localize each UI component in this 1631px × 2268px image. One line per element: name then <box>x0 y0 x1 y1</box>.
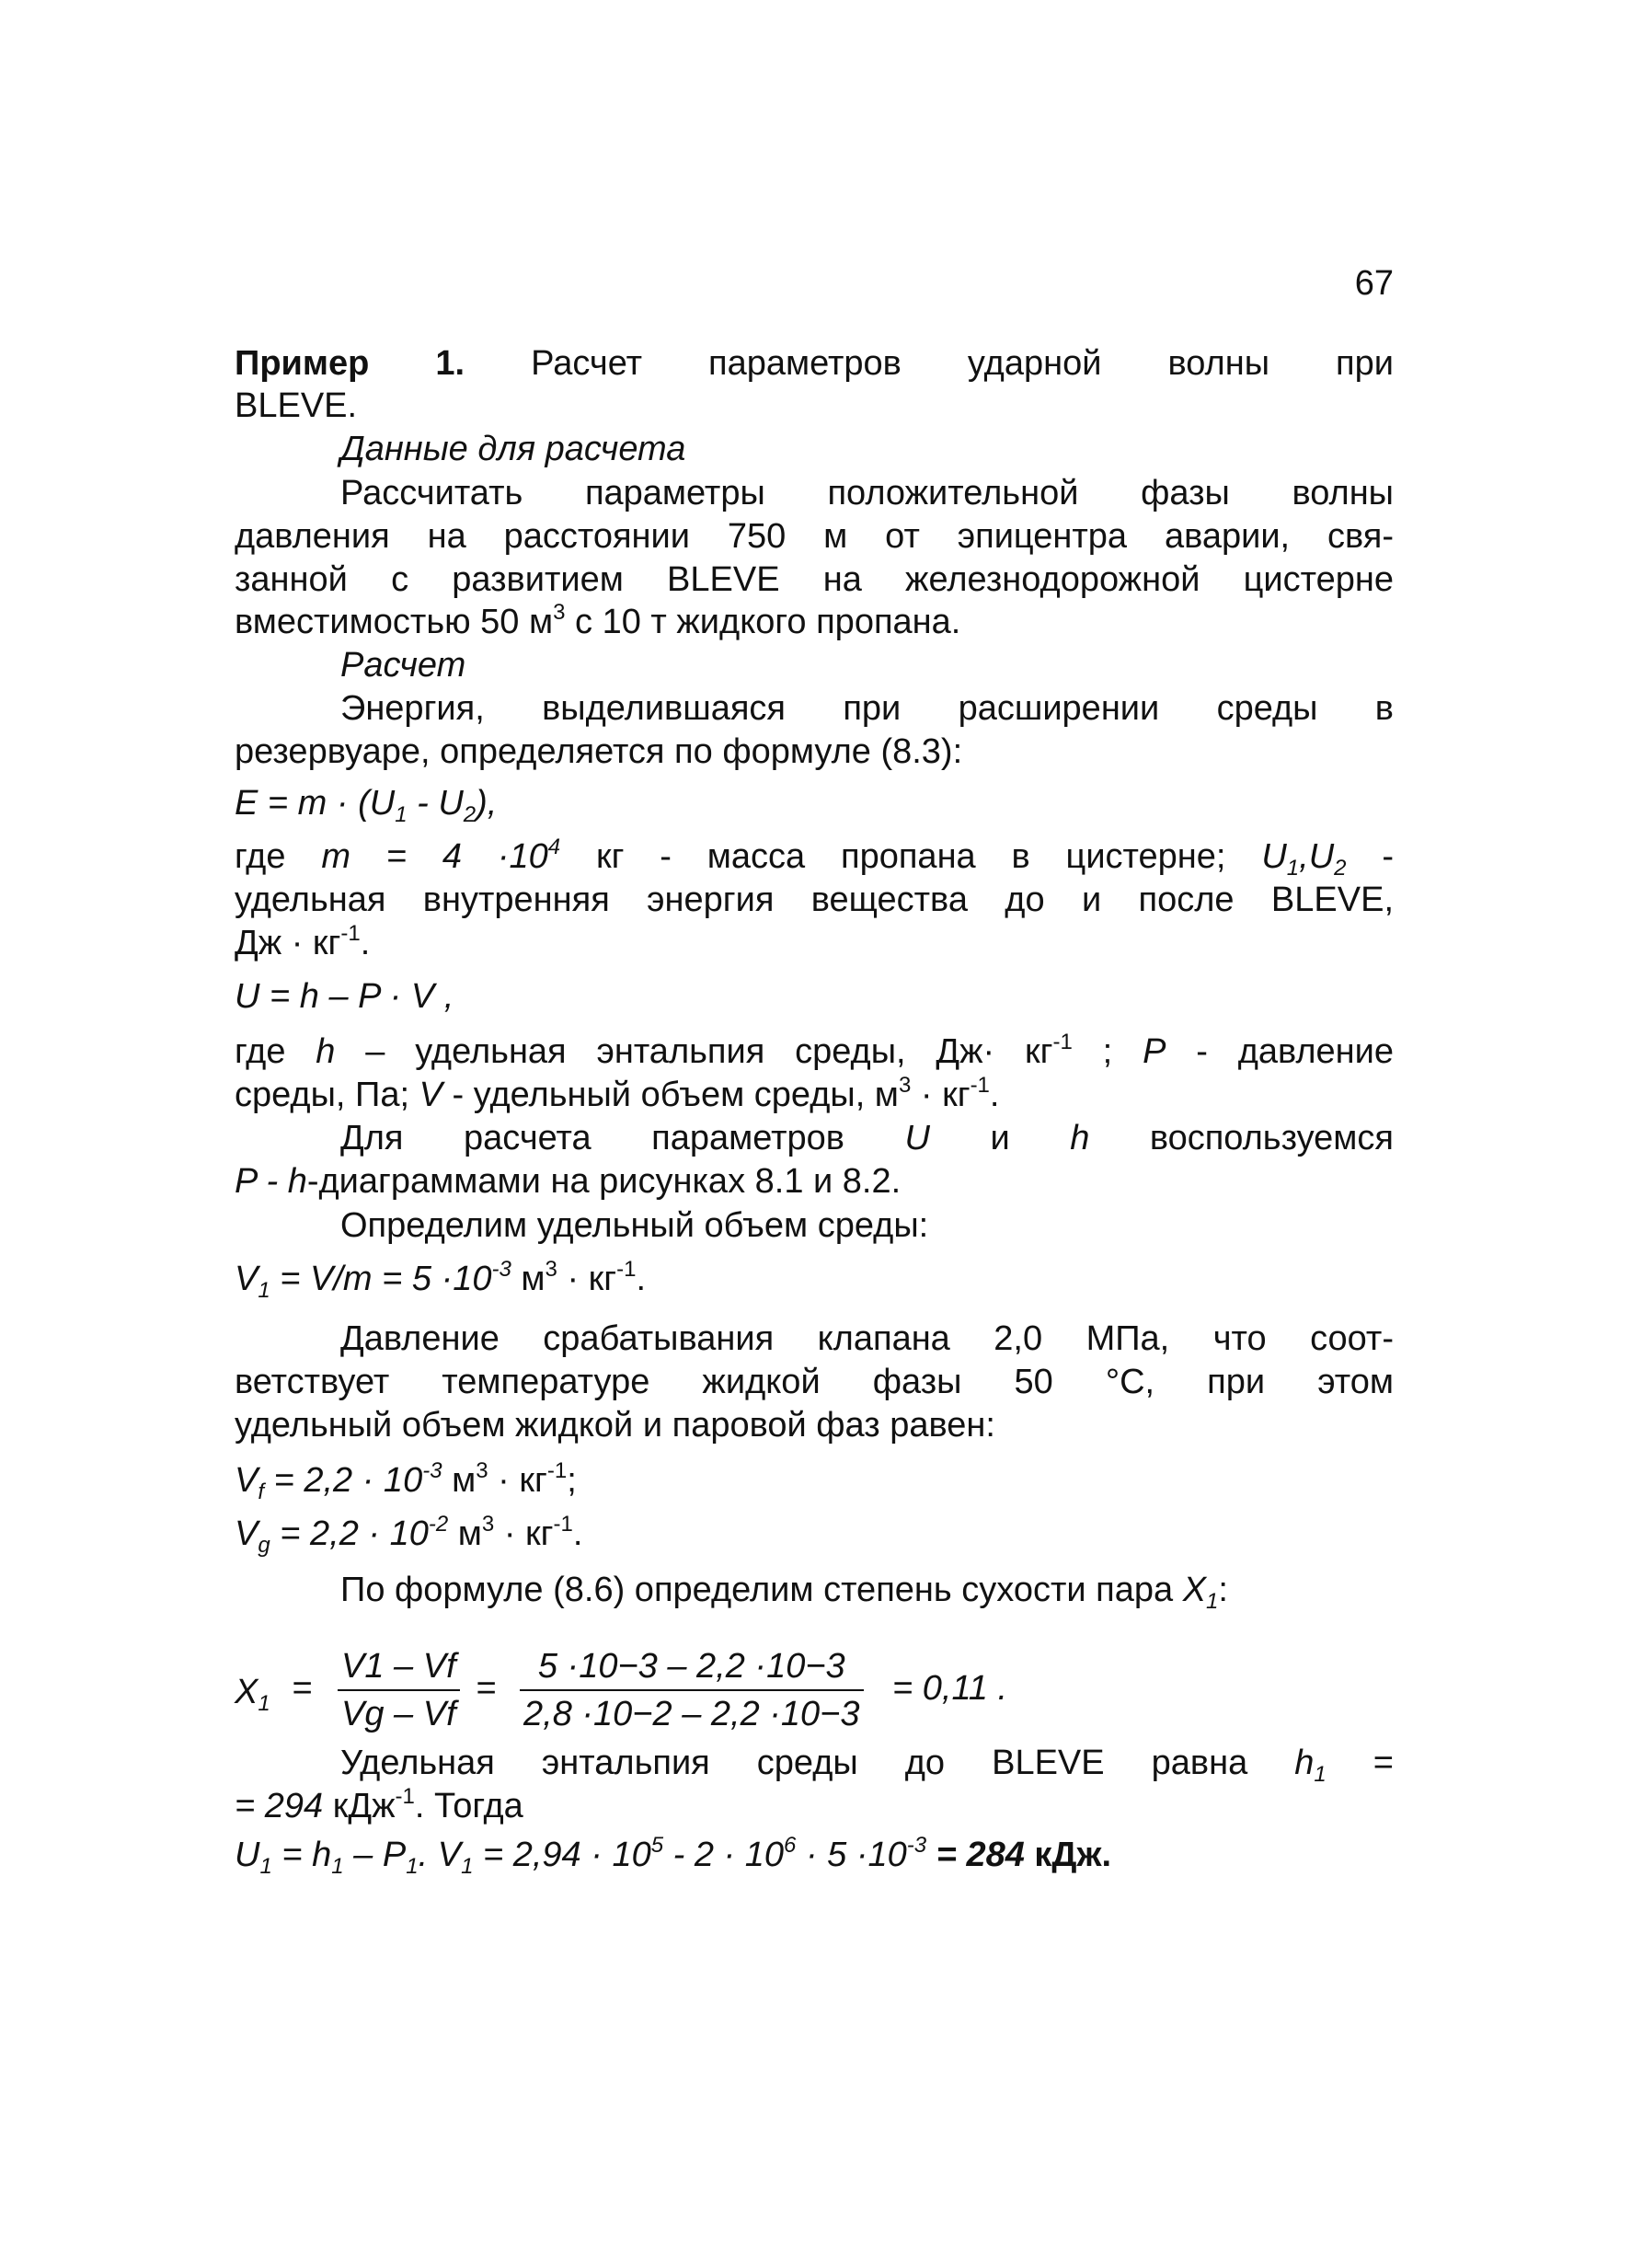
text: Для расчета параметров <box>340 1119 905 1157</box>
sup: 3 <box>898 1073 912 1098</box>
enthalpy-line-2 <box>235 1785 1394 1828</box>
data-heading: Данные для расчета <box>340 430 686 468</box>
formula-Vf <box>235 1459 1394 1502</box>
text: ; <box>1072 1032 1143 1071</box>
example-title-line2: BLEVE. <box>235 386 358 425</box>
unit: . <box>636 1260 647 1298</box>
text: · кг <box>911 1076 971 1114</box>
sub: 2 <box>463 802 477 827</box>
sub: 2 <box>1334 856 1347 881</box>
x1-result: = 0,11 . <box>892 1669 1008 1708</box>
formula-part: V <box>419 1076 442 1114</box>
formula-U: U = h – P · V , <box>235 977 454 1016</box>
where-m-line-3 <box>235 922 1394 965</box>
sup: 3 <box>481 1512 495 1537</box>
formula-part: = V/m = 5 ·10 <box>270 1260 492 1298</box>
formula-result: = 284 <box>926 1836 1025 1874</box>
text: где <box>235 837 322 876</box>
text: – удельная энтальпия среды, Дж· кг <box>335 1032 1053 1071</box>
text: : <box>1218 1571 1228 1609</box>
sub: 1 <box>395 802 408 827</box>
energy-intro-2: резервуаре, определяется по формуле (8.3): <box>235 732 963 771</box>
sup: -3 <box>491 1257 511 1282</box>
formula-part: – P <box>343 1836 407 1874</box>
text: -диаграммами на рисунках 8.1 и 8.2. <box>306 1162 902 1201</box>
pressure-line-3: удельный объем жидкой и паровой фаз равен: <box>235 1406 995 1445</box>
formula-part: - 2 · 10 <box>663 1836 785 1874</box>
sup: -3 <box>422 1458 442 1483</box>
example-title-text: Расчет параметров ударной волны при <box>465 344 1394 383</box>
formula-E <box>235 782 1394 825</box>
formula-part: U <box>235 1836 260 1874</box>
formula-part: X <box>235 1673 258 1711</box>
sup: -1 <box>395 1784 415 1809</box>
text: кДж <box>323 1787 396 1825</box>
unit: . <box>572 1514 583 1553</box>
formula-part: = 2,2 · 10 <box>264 1461 423 1500</box>
formula-part: U <box>904 1119 930 1157</box>
fraction-1-denominator: Vg – Vf <box>341 1695 456 1733</box>
x1-eq2: = <box>476 1669 497 1708</box>
text: среды, Па; <box>235 1076 419 1114</box>
where-h-line-1 <box>235 1030 1394 1074</box>
text: - удельный объем среды, м <box>442 1076 899 1114</box>
pressure-line-2: ветствует температуре жидкой фазы 50 °С, при этом <box>235 1363 1394 1401</box>
example-title <box>235 342 1394 386</box>
sub: 1 <box>258 1278 270 1303</box>
fraction-2-denominator: 2,8 ·10−2 – 2,2 ·10−3 <box>523 1695 860 1733</box>
formula-part: V <box>235 1461 258 1500</box>
formula-part: P <box>1143 1032 1166 1071</box>
sub: f <box>258 1479 265 1504</box>
text: . <box>989 1076 1000 1114</box>
x1-fraction-2 <box>520 1643 864 1737</box>
task-text: с 10 т жидкого пропана. <box>565 603 961 641</box>
formula-part: . V <box>418 1836 462 1874</box>
enthalpy-line-1 <box>340 1742 1394 1785</box>
params-line-1 <box>340 1117 1394 1160</box>
sup: 5 <box>650 1833 664 1858</box>
text: . Тогда <box>414 1787 523 1825</box>
sub: 1 <box>406 1854 419 1879</box>
unit: ; <box>567 1461 577 1500</box>
sup: 4 <box>547 835 561 859</box>
unit: м <box>448 1514 482 1553</box>
sub: 1 <box>258 1691 270 1716</box>
formula-part: · 5 ·10 <box>796 1836 907 1874</box>
formula-part: V <box>235 1514 258 1553</box>
unit: · кг <box>488 1461 547 1500</box>
sup: 6 <box>784 1833 797 1858</box>
task-text: вместимостью 50 м <box>235 603 554 641</box>
x1-fraction-1 <box>338 1643 460 1737</box>
text: - давление <box>1166 1032 1394 1071</box>
task-line-4 <box>235 601 1394 644</box>
formula-part: E = m · (U <box>235 784 396 823</box>
formula-Vg <box>235 1513 1394 1556</box>
sup: -1 <box>616 1257 637 1282</box>
formula-U1 <box>235 1834 1394 1877</box>
text: - <box>1346 837 1394 876</box>
formula-part: ), <box>476 784 498 823</box>
unit: м <box>442 1461 477 1500</box>
calc-heading: Расчет <box>340 646 466 685</box>
sub: 1 <box>461 1854 474 1879</box>
sup: -1 <box>970 1073 990 1098</box>
where-m-line-1 <box>235 835 1394 879</box>
sub: g <box>258 1533 270 1558</box>
sub: 1 <box>1206 1589 1219 1614</box>
sup: -1 <box>340 921 361 946</box>
unit: м <box>511 1260 546 1298</box>
sub: 1 <box>1314 1762 1327 1787</box>
formula-X1 <box>235 1636 1154 1756</box>
text: Дж · кг <box>235 924 341 962</box>
formula-part: X <box>1182 1571 1207 1609</box>
formula-part: m = 4 ·10 <box>321 837 548 876</box>
sub: 1 <box>259 1854 272 1879</box>
text: = <box>1326 1744 1394 1782</box>
sup: -2 <box>428 1512 449 1537</box>
unit: · кг <box>494 1514 554 1553</box>
formula-part: h <box>1294 1744 1315 1782</box>
fraction-1-numerator: V1 – Vf <box>338 1643 460 1691</box>
formula-part: = 294 <box>235 1787 324 1825</box>
sub: 1 <box>1286 856 1300 881</box>
x1-eq1: = <box>292 1669 313 1708</box>
where-h-line-2 <box>235 1074 1394 1117</box>
formula-part: U <box>1261 837 1287 876</box>
text: По формуле (8.6) определим степень сухости пара <box>340 1571 1183 1609</box>
example-label: Пример 1. <box>235 344 465 383</box>
task-line-1: Рассчитать параметры положительной фазы волны <box>340 474 1394 512</box>
sup: -3 <box>906 1833 927 1858</box>
text: воспользуемся <box>1089 1119 1394 1157</box>
pressure-line-1: Давление срабатывания клапана 2,0 МПа, что соот- <box>340 1319 1394 1358</box>
formula-part: V <box>235 1260 258 1298</box>
formula-part: = h <box>271 1836 332 1874</box>
text: где <box>235 1032 316 1071</box>
where-m-line-2: удельная внутренняя энергия вещества до и после BLEVE, <box>235 881 1394 919</box>
text: кг - масса пропана в цистерне; <box>560 837 1262 876</box>
formula-part: = 2,94 · 10 <box>473 1836 651 1874</box>
x1-lhs <box>235 1671 270 1714</box>
formula-part: P - h <box>235 1162 307 1201</box>
task-line-2: давления на расстоянии 750 м от эпицентра аварии, свя- <box>235 517 1394 556</box>
formula-part: ,U <box>1299 837 1335 876</box>
sup: -1 <box>553 1512 573 1537</box>
sup: 3 <box>476 1458 488 1483</box>
formula-part: h <box>1070 1119 1090 1157</box>
fraction-2-numerator: 5 ·10−3 – 2,2 ·10−3 <box>520 1643 864 1691</box>
text: . <box>360 924 371 962</box>
sup: 3 <box>553 600 566 625</box>
sup: 3 <box>545 1257 557 1282</box>
formula-part: h <box>316 1032 336 1071</box>
page-number: 67 <box>1354 264 1394 303</box>
params-line-2 <box>235 1160 1394 1203</box>
formula-part: - U <box>407 784 464 823</box>
energy-intro-1: Энергия, выделившаяся при расширении среды в <box>340 689 1394 728</box>
text: и <box>929 1119 1071 1157</box>
sup: -1 <box>546 1458 568 1483</box>
task-line-3: занной с развитием BLEVE на железнодорожной цистерне <box>235 560 1394 599</box>
sub: 1 <box>331 1854 344 1879</box>
sup: -1 <box>1052 1030 1073 1054</box>
volume-intro: Определим удельный объем среды: <box>340 1206 929 1245</box>
formula-V1 <box>235 1258 1394 1301</box>
text: Удельная энтальпия среды до BLEVE равна <box>340 1744 1295 1782</box>
formula-part: = 2,2 · 10 <box>270 1514 429 1553</box>
dryness-intro <box>340 1569 1394 1612</box>
unit: кДж. <box>1024 1836 1112 1874</box>
unit: · кг <box>557 1260 617 1298</box>
